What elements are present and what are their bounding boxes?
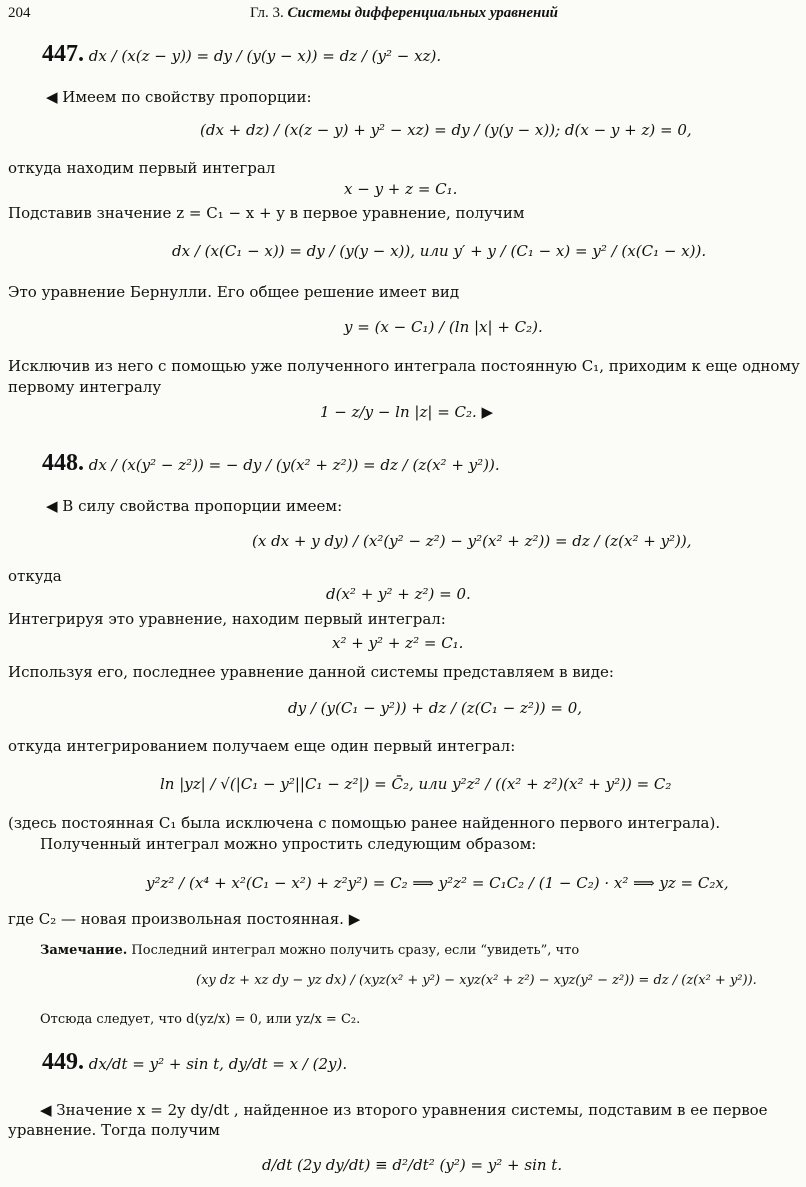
- p448-eq4: dy / (y(C₁ − y²)) + dz / (z(C₁ − z²)) = 0,: [288, 699, 583, 717]
- p448-eq1: (x dx + y dy) / (x²(y² − z²) − y²(x² + z²)) = dz / (z(x² + y²)),: [252, 532, 692, 550]
- p448-eq3: x² + y² + z² = C₁.: [332, 634, 464, 652]
- p447-text1: откуда находим первый интеграл: [8, 159, 276, 177]
- p448-remark-end: Отсюда следует, что d(yz/x) = 0, или yz/x = C₂.: [40, 1012, 361, 1027]
- chapter-title: Системы дифференциальных уравнений: [287, 5, 559, 21]
- remark-text: Последний интеграл можно получить сразу, если “увидеть”, что: [131, 943, 580, 958]
- p447-text4a: Исключив из него с помощью уже полученного интеграла постоянную C₁, приходим к еще одному: [8, 357, 800, 375]
- p448-remark: [40, 942, 579, 960]
- p448-eq2: d(x² + y² + z²) = 0.: [326, 585, 471, 603]
- problem-448-statement: [42, 450, 500, 476]
- p447-eq5: 1 − z/y − ln |z| = C₂. ▶: [320, 403, 494, 421]
- problem-449-statement: [42, 1049, 348, 1075]
- p448-text2: Интегрируя это уравнение, находим первый интеграл:: [8, 610, 446, 628]
- p449-text2: уравнение. Тогда получим: [8, 1121, 220, 1139]
- running-header: [250, 4, 558, 22]
- p447-eq4: y = (x − C₁) / (ln |x| + C₂).: [344, 318, 543, 336]
- p448-text4: откуда интегрированием получаем еще один первый интеграл:: [8, 737, 516, 755]
- p447-text4b: первому интегралу: [8, 378, 162, 396]
- problem-447-equation: dx / (x(z − y)) = dy / (y(y − x)) = dz / (y² − xz).: [88, 47, 442, 65]
- problem-449-number: 449.: [42, 1049, 84, 1075]
- p449-text1: ◀ Значение x = 2y dy/dt , найденное из второго уравнения системы, подставим в ее первое: [40, 1101, 768, 1119]
- chapter-label: Гл. 3.: [250, 5, 284, 21]
- p448-remark-eq: (xy dz + xz dy − yz dx) / (xyz(x² + y²) − xyz(x² + z²) − xyz(y² − z²)) = dz / (z(x² + y²)).: [196, 973, 757, 988]
- p448-text6: Полученный интеграл можно упростить следующим образом:: [40, 835, 537, 853]
- p449-eq1: d/dt (2y dy/dt) ≡ d²/dt² (y²) = y² + sin t.: [262, 1156, 563, 1174]
- problem-447-statement: [42, 41, 442, 67]
- p448-eq5: ln |yz| / √(|C₁ − y²||C₁ − z²|) = C̄₂, или y²z² / ((x² + z²)(x² + y²)) = C₂: [160, 775, 672, 793]
- problem-448-equation: dx / (x(y² − z²)) = − dy / (y(x² + z²)) = dz / (z(x² + y²)).: [88, 456, 500, 474]
- p447-eq2: x − y + z = C₁.: [344, 180, 458, 198]
- p447-text2: Подставив значение z = C₁ − x + y в первое уравнение, получим: [8, 204, 525, 222]
- p447-eq1: (dx + dz) / (x(z − y) + y² − xz) = dy / (y(y − x)); d(x − y + z) = 0,: [200, 121, 692, 139]
- p448-intro: ◀ В силу свойства пропорции имеем:: [46, 497, 343, 515]
- problem-448-number: 448.: [42, 450, 84, 476]
- p447-eq3: dx / (x(C₁ − x)) = dy / (y(y − x)), или y′ + y / (C₁ − x) = y² / (x(C₁ − x)).: [172, 242, 707, 260]
- p448-text7: где C₂ — новая произвольная постоянная. ▶: [8, 910, 361, 928]
- page-number: 204: [8, 5, 31, 21]
- p448-eq6: y²z² / (x⁴ + x²(C₁ − x²) + z²y²) = C₂ ⟹ y²z² = C₁C₂ / (1 − C₂) · x² ⟹ yz = C₂x,: [146, 874, 729, 892]
- problem-447-number: 447.: [42, 41, 84, 67]
- problem-449-equation: dx/dt = y² + sin t, dy/dt = x / (2y).: [88, 1055, 348, 1073]
- p448-text5: (здесь постоянная C₁ была исключена с помощью ранее найденного первого интеграла).: [8, 814, 721, 832]
- remark-label: Замечание.: [40, 943, 128, 958]
- p448-text3: Используя его, последнее уравнение данной системы представляем в виде:: [8, 663, 614, 681]
- p447-intro: ◀ Имеем по свойству пропорции:: [46, 88, 312, 106]
- p447-text3: Это уравнение Бернулли. Его общее решение имеет вид: [8, 283, 460, 301]
- p448-text1: откуда: [8, 567, 62, 585]
